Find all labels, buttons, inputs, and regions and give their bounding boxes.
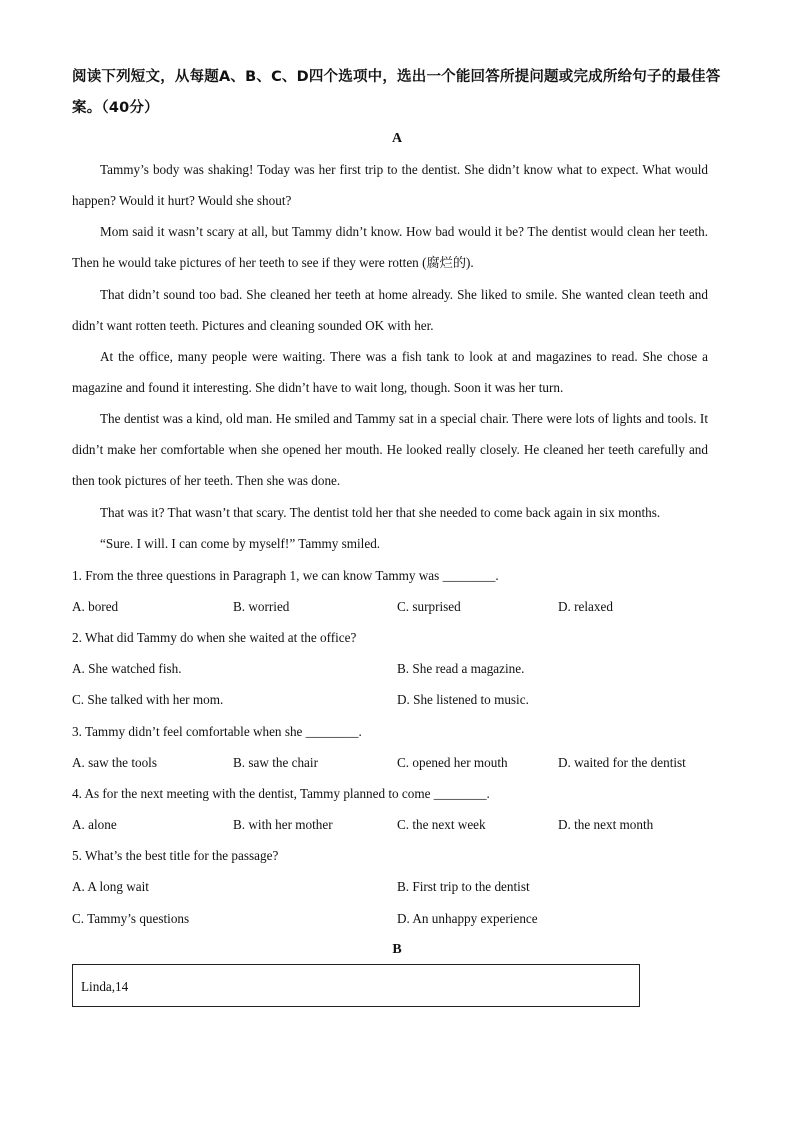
section-a-title: A	[391, 131, 403, 146]
paragraph-3: That didn’t sound too bad. She cleaned her teeth at home already. She liked to smile. She wanted clean teeth and didn’t want rotten teeth. Pictures and cleaning sounded OK with her.	[72, 287, 708, 334]
q4-option-d[interactable]: D. the next month	[558, 817, 654, 832]
section-instructions: 阅读下列短文，从每题A、B、C、D四个选项中，选出一个能回答所提问题或完成所给句子的最佳答案。（40分）	[72, 69, 721, 116]
section-b-box-text: Linda,14	[81, 979, 129, 994]
q4-option-a[interactable]: A. alone	[72, 817, 117, 832]
question-1-stem: 1. From the three questions in Paragraph 1, we can know Tammy was ________.	[72, 568, 499, 583]
q3-option-d[interactable]: D. waited for the dentist	[558, 755, 686, 770]
q1-option-b[interactable]: B. worried	[233, 599, 290, 614]
q5-option-a[interactable]: A. A long wait	[72, 879, 149, 894]
question-2-stem: 2. What did Tammy do when she waited at the office?	[72, 630, 357, 645]
q4-option-c[interactable]: C. the next week	[397, 817, 486, 832]
paragraph-4: At the office, many people were waiting. There was a fish tank to look at and magazines to read. She chose a magazine and found it interesting. She didn’t have to wait long, though. Soon it was her turn.	[72, 349, 708, 396]
q1-option-a[interactable]: A. bored	[72, 599, 119, 614]
q5-option-d[interactable]: D. An unhappy experience	[397, 911, 538, 926]
q2-option-b[interactable]: B. She read a magazine.	[397, 661, 525, 676]
question-4-stem: 4. As for the next meeting with the dentist, Tammy planned to come ________.	[72, 786, 490, 801]
q5-option-c[interactable]: C. Tammy’s questions	[72, 911, 190, 926]
q1-option-c[interactable]: C. surprised	[397, 599, 461, 614]
q4-option-b[interactable]: B. with her mother	[233, 817, 333, 832]
q2-option-a[interactable]: A. She watched fish.	[72, 661, 182, 676]
q5-option-b[interactable]: B. First trip to the dentist	[397, 879, 530, 894]
q3-option-c[interactable]: C. opened her mouth	[397, 755, 508, 770]
question-5-stem: 5. What’s the best title for the passage?	[72, 848, 279, 863]
paragraph-1: Tammy’s body was shaking! Today was her first trip to the dentist. She didn’t know what to expect. What would happen? Would it hurt? Would she shout?	[72, 162, 708, 209]
paragraph-6: That was it? That wasn’t that scary. The dentist told her that she needed to come back again in six months.	[100, 505, 661, 520]
q2-option-c[interactable]: C. She talked with her mom.	[72, 692, 224, 707]
q1-option-d[interactable]: D. relaxed	[558, 599, 613, 614]
section-b-title: B	[392, 942, 402, 957]
q2-option-d[interactable]: D. She listened to music.	[397, 692, 529, 707]
paragraph-7: “Sure. I will. I can come by myself!” Tammy smiled.	[100, 536, 381, 551]
question-3-stem: 3. Tammy didn’t feel comfortable when she ________.	[72, 724, 362, 739]
q3-option-b[interactable]: B. saw the chair	[233, 755, 318, 770]
paragraph-5: The dentist was a kind, old man. He smiled and Tammy sat in a special chair. There were lots of lights and tools. It didn’t make her comfortable when she opened her mouth. He looked really closely. He cleaned her teeth carefully and then took pictures of her teeth. Then she was done.	[72, 411, 708, 489]
q3-option-a[interactable]: A. saw the tools	[72, 755, 157, 770]
paragraph-2: Mom said it wasn’t scary at all, but Tammy didn’t know. How bad would it be? The dentist would clean her teeth. Then he would take pictures of her teeth to see if they were rotten (腐烂的).	[72, 224, 708, 271]
section-b-box	[72, 964, 640, 1007]
